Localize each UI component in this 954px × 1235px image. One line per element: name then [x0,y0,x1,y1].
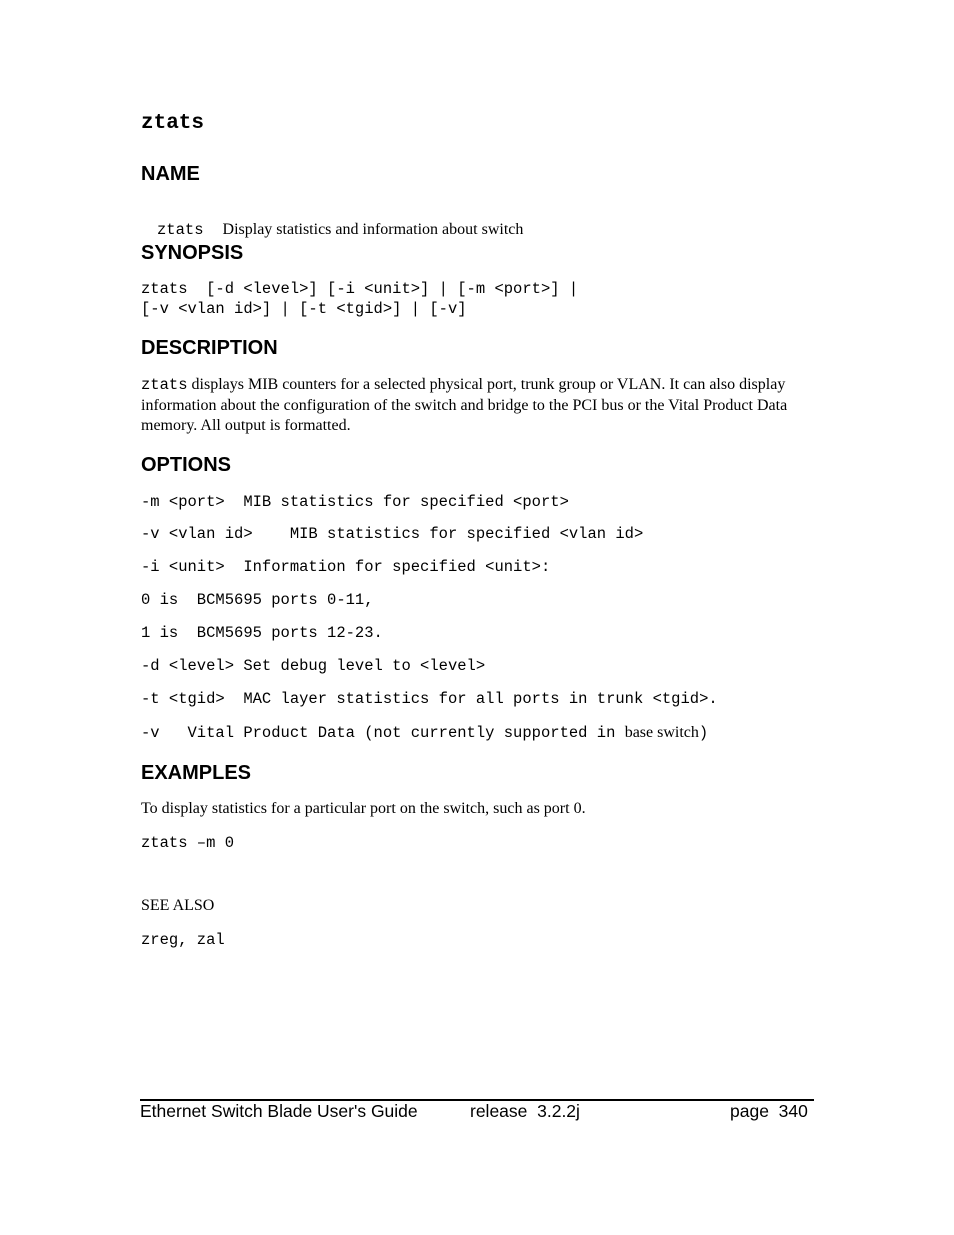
synopsis-line-1: ztats [-d <level>] [-i <unit>] | [-m <port>] | [141,280,579,298]
option-vpd-serif: base switch [624,724,699,741]
page-title: ztats [141,112,205,135]
synopsis-heading: SYNOPSIS [141,242,244,264]
examples-text: To display statistics for a particular port on the switch, such as port 0. [141,800,586,817]
option-item: 1 is BCM5695 ports 12-23. [141,624,383,642]
option-vpd-mono: -v Vital Product Data (not currently supported in [141,724,625,742]
option-item: -v <vlan id> MIB statistics for specified <vlan id> [141,525,644,543]
options-heading: OPTIONS [141,454,232,476]
examples-code: ztats –m 0 [141,834,235,852]
description-text: displays MIB counters for a selected physical port, trunk group or VLAN. It can also display information about the configuration of the switch and bridge to the PCI bus or the Vital Product Data memory. All output is formatted. [141,376,788,434]
synopsis-line-2: [-v <vlan id>] | [-t <tgid>] | [-v] [141,300,467,318]
see-also-heading: SEE ALSO [141,897,215,914]
name-heading: NAME [141,163,200,185]
option-item: 0 is BCM5695 ports 0-11, [141,591,374,609]
description-heading: DESCRIPTION [141,337,278,359]
option-item: -i <unit> Information for specified <unit>: [141,558,551,576]
examples-heading: EXAMPLES [141,762,252,784]
option-item: -m <port> MIB statistics for specified <port> [141,493,569,511]
description-command: ztats [141,376,188,394]
option-item-vital-product-data [141,724,708,742]
name-summary: Display statistics and information about switch [222,221,524,238]
option-vpd-close: ) [698,724,709,742]
name-command: ztats [157,221,204,239]
option-item: -d <level> Set debug level to <level> [141,657,486,675]
footer-release: release 3.2.2j [470,1101,580,1121]
description-paragraph [141,375,811,437]
footer-guide-title: Ethernet Switch Blade User's Guide [140,1101,418,1121]
footer-page-number: page 340 [730,1101,808,1121]
option-item: -t <tgid> MAC layer statistics for all ports in trunk <tgid>. [141,690,718,708]
see-also-text: zreg, zal [141,931,225,949]
